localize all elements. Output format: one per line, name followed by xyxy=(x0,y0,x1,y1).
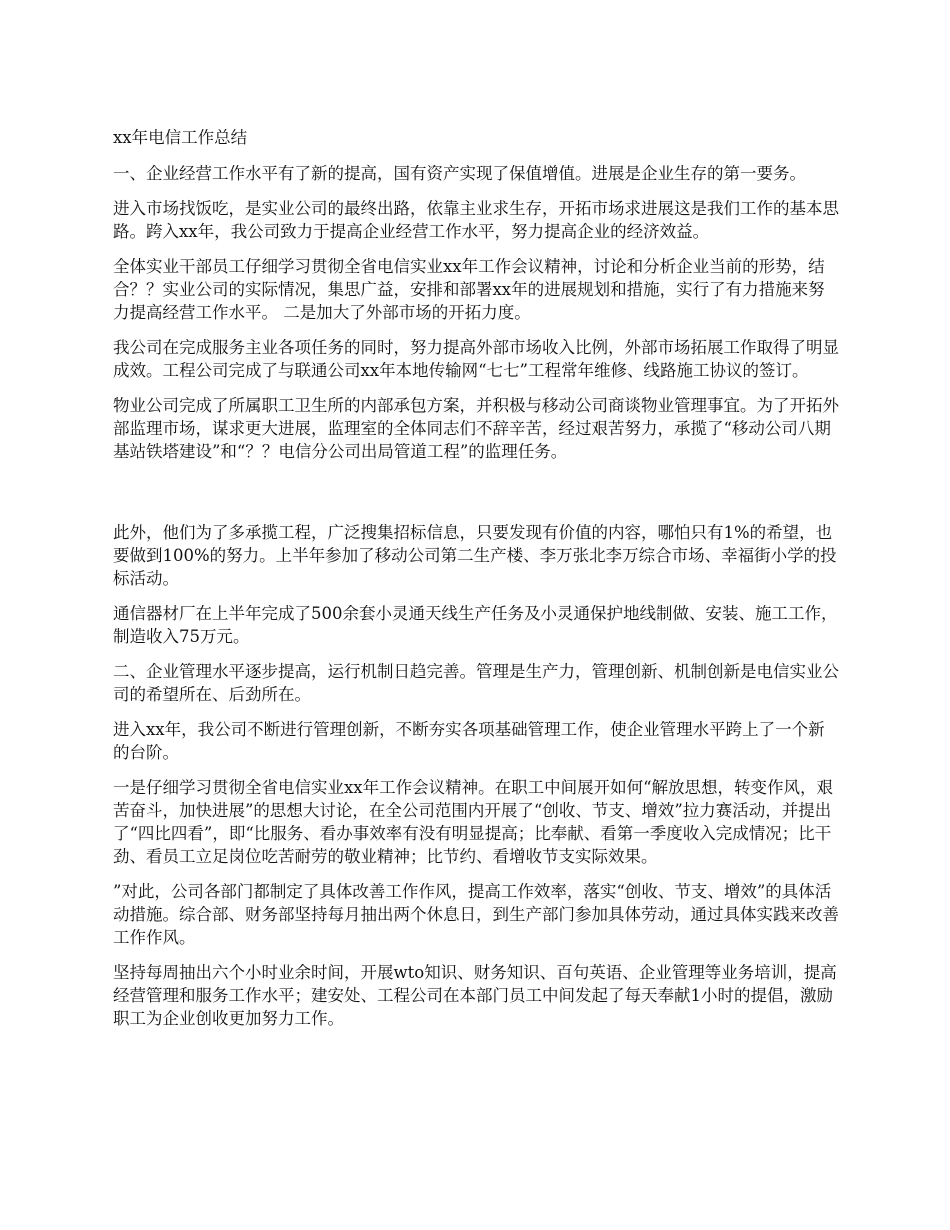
paragraph-12: 坚持每周抽出六个小时业余时间，开展wto知识、财务知识、百句英语、企业管理等业务培训，提高经营管理和服务工作水平；建安处、工程公司在本部门员工中间发起了每天奉献1小时的提倡，激励职工为企业创收更加努力工作。 xyxy=(113,963,837,1028)
paragraph-11: ”对此，公司各部门都制定了具体改善工作作风，提高工作效率，落实“创收、节支、增效”的具体活动措施。综合部、财务部坚持每月抽出两个休息日，到生产部门参加具体劳动，通过具体实践来改善工作作风。 xyxy=(113,882,839,947)
paragraph-6: 此外，他们为了多承揽工程，广泛搜集招标信息，只要发现有价值的内容，哪怕只有1%的希望，也要做到100%的努力。上半年参加了移动公司第二生产楼、李万张北李万综合市场、幸福街小学的投标活动。 xyxy=(113,523,837,588)
paragraph-2: 进入市场找饭吃，是实业公司的最终出路，依靠主业求生存，开拓市场求进展这是我们工作的基本思路。跨入xx年，我公司致力于提高企业经营工作水平，努力提高企业的经济效益。 xyxy=(113,199,839,241)
paragraph-7: 通信器材厂在上半年完成了500余套小灵通天线生产任务及小灵通保护地线制做、安装、施工工作，制造收入75万元。 xyxy=(113,604,838,646)
paragraph-4: 我公司在完成服务主业各项任务的同时，努力提高外部市场收入比例，外部市场拓展工作取得了明显成效。工程公司完成了与联通公司xx年本地传输网“七七”工程常年维修、线路施工协议的签订。 xyxy=(113,338,839,380)
paragraph-8: 二、企业管理水平逐步提高，运行机制日趋完善。管理是生产力，管理创新、机制创新是电信实业公司的希望所在、后劲所在。 xyxy=(113,662,839,704)
document-body xyxy=(113,126,841,1042)
paragraph-5: 物业公司完成了所属职工卫生所的内部承包方案，并积极与移动公司商谈物业管理事宜。为了开拓外部监理市场，谋求更大进展，监理室的全体同志们不辞辛苦，经过艰苦努力，承揽了“移动公司八期基站铁塔建设”和“？？电信分公司出局管道工程”的监理任务。 xyxy=(113,396,839,461)
document-title: xx年电信工作总结 xyxy=(113,128,248,147)
paragraph-9: 进入xx年，我公司不断进行管理创新，不断夯实各项基础管理工作，使企业管理水平跨上了一个新的台阶。 xyxy=(113,720,825,762)
paragraph-10: 一是仔细学习贯彻全省电信实业xx年工作会议精神。在职工中间展开如何“解放思想，转变作风，艰苦奋斗，加快进展”的思想大讨论，在全公司范围内开展了“创收、节支、增效”拉力赛活动，并提出了“四比四看”，即“比服务、看办事效率有没有明显提高；比奉献、看第一季度收入完成情况；比干劲、看员工立足岗位吃苦耐劳的敬业精神；比节约、看增收节支实际效果。 xyxy=(113,778,834,866)
paragraph-3: 全体实业干部员工仔细学习贯彻全省电信实业xx年工作会议精神，讨论和分析企业当前的形势，结合？？实业公司的实际情况，集思广益，安排和部署xx年的进展规划和措施，实行了有力措施来努力提高经营工作水平。 二是加大了外部市场的开拓力度。 xyxy=(113,257,825,322)
paragraph-1: 一、企业经营工作水平有了新的提高，国有资产实现了保值增值。进展是企业生存的第一要务。 xyxy=(113,164,806,183)
